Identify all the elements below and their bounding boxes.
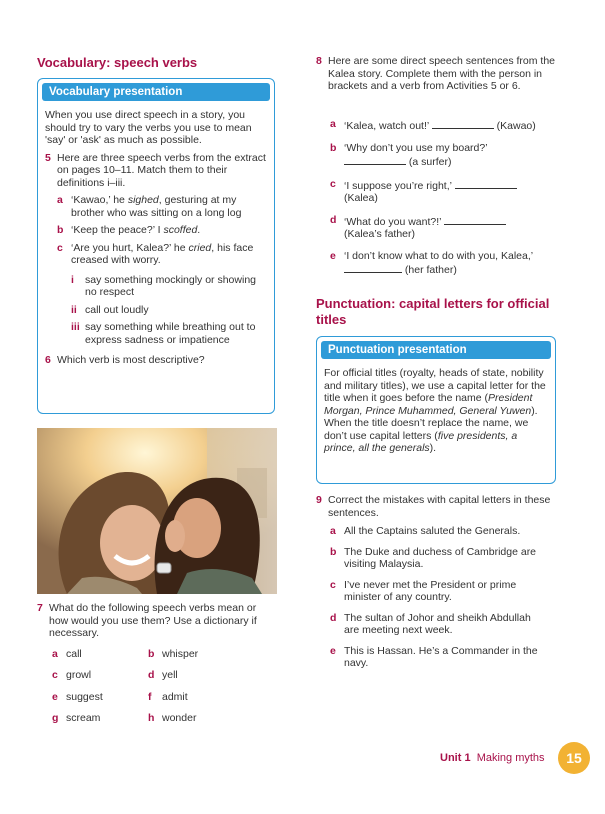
q5-b-letter: b bbox=[57, 224, 64, 236]
answer-blank[interactable] bbox=[432, 118, 494, 129]
def-i-numeral: i bbox=[71, 273, 74, 286]
punct-example-1: President Morgan, Prince Muhammed, General Yuwen bbox=[324, 392, 533, 417]
q7-word: wonder bbox=[162, 712, 197, 724]
q9-sentence: This is Hassan. He’s a Commander in the navy. bbox=[344, 644, 538, 669]
answer-blank[interactable] bbox=[444, 214, 506, 225]
q5-a-post: , gesturing at my brother who was sitting on a long log bbox=[71, 194, 242, 219]
q8-c-sentence: ‘I suppose you’re right,’ bbox=[344, 179, 452, 192]
q8-a-letter: a bbox=[330, 118, 336, 130]
q9-text: Correct the mistakes with capital letters in these sentences. bbox=[328, 494, 551, 519]
q7-text: What do the following speech verbs mean or how would you use them? Use a dictionary if necessary. bbox=[49, 602, 257, 639]
vocab-box-title: Vocabulary presentation bbox=[42, 83, 270, 101]
q9-item bbox=[330, 612, 542, 637]
punct-text-3: ). bbox=[429, 442, 437, 454]
def-iii-numeral: iii bbox=[71, 321, 80, 333]
q8-text: Here are some direct speech sentences from the Kalea story. Complete them with the person in brackets and a verb from Activities 5 or 6. bbox=[328, 55, 556, 92]
punct-example-2: five presidents, a prince, all the generals bbox=[324, 429, 518, 454]
q5-c-pre: ‘Are you hurt, Kalea?’ he bbox=[71, 241, 189, 254]
page-number-badge: 15 bbox=[558, 742, 590, 774]
q7-letter: g bbox=[52, 712, 59, 724]
answer-blank[interactable] bbox=[344, 262, 402, 273]
def-ii-text: call out loudly bbox=[85, 303, 149, 316]
q7-word: growl bbox=[66, 669, 92, 681]
question-9 bbox=[316, 494, 556, 670]
q5-a-letter: a bbox=[57, 194, 63, 206]
q9-sentence: The Duke and duchess of Cambridge are visiting Malaysia. bbox=[344, 545, 537, 570]
q8-e-person: (her father) bbox=[404, 264, 457, 276]
q8-b-letter: b bbox=[330, 141, 337, 154]
q9-number: 9 bbox=[316, 494, 322, 506]
q7-word: whisper bbox=[162, 647, 199, 660]
q9-letter: e bbox=[330, 644, 336, 657]
question-8 bbox=[316, 55, 556, 93]
vocab-intro: When you use direct speech in a story, you should try to vary the verbs you use to mean 'say' or 'ask' as much as possible. bbox=[45, 109, 252, 146]
def-iii-text: say something while breathing out to express sadness or impatience bbox=[85, 321, 256, 346]
punct-explanation bbox=[317, 359, 555, 455]
q9-letter: b bbox=[330, 545, 337, 558]
q8-b-sentence: ‘Why don’t you use my board?’ bbox=[344, 141, 488, 154]
question-5 bbox=[45, 152, 267, 190]
q8-number: 8 bbox=[316, 55, 322, 67]
q8-d-person: (Kalea’s father) bbox=[344, 228, 416, 240]
q8-c-letter: c bbox=[330, 177, 336, 190]
punct-text-1: For official titles (royalty, heads of state, nobility and military titles), we use a capital letter for the title when it goes before the name ( bbox=[324, 367, 546, 404]
q5-a-pre: ‘Kawao,’ he bbox=[71, 194, 128, 206]
question-6 bbox=[45, 354, 267, 367]
q5-number: 5 bbox=[45, 151, 51, 164]
q5-text: Here are three speech verbs from the extract on pages 10–11. Match them to their definitions i–iii. bbox=[57, 151, 266, 189]
q9-letter: c bbox=[330, 578, 336, 591]
q8-e-letter: e bbox=[330, 249, 336, 262]
q7-item bbox=[148, 669, 248, 682]
q8-c-person: (Kalea) bbox=[344, 192, 378, 204]
q5-b-pre: ‘Keep the peace?’ I bbox=[71, 224, 164, 236]
q9-letter: a bbox=[330, 525, 336, 537]
q7-item bbox=[148, 648, 248, 661]
q7-letter: b bbox=[148, 647, 155, 660]
vocab-presentation-box bbox=[37, 78, 275, 414]
punct-text-2: ). When the title doesn’t replace the name, we don’t use capital letters ( bbox=[324, 404, 538, 442]
q6-text: Which verb is most descriptive? bbox=[57, 354, 205, 366]
q5-def-ii bbox=[71, 304, 267, 317]
q5-def-i bbox=[71, 274, 267, 299]
q5-b-post: . bbox=[197, 224, 201, 236]
answer-blank[interactable] bbox=[344, 154, 406, 165]
q8-a-sentence: ‘Kalea, watch out!’ bbox=[344, 120, 429, 132]
footer-unit: Unit 1 bbox=[440, 752, 471, 764]
def-i-text: say something mockingly or showing no respect bbox=[85, 273, 256, 298]
q5-def-iii bbox=[71, 321, 267, 346]
q7-letter: h bbox=[148, 712, 155, 724]
q9-item bbox=[330, 579, 542, 604]
footer-unit-title bbox=[440, 752, 545, 764]
q7-word: yell bbox=[162, 669, 178, 681]
q8-item-e bbox=[330, 250, 558, 277]
q7-letter: e bbox=[52, 690, 58, 703]
question-7 bbox=[37, 602, 277, 725]
q7-word: scream bbox=[66, 712, 101, 724]
q5-b-verb: scoffed bbox=[163, 224, 198, 236]
q5-c-post: , his face creased with worry. bbox=[71, 241, 254, 266]
q9-sentence: I’ve never met the President or prime minister of any country. bbox=[344, 578, 517, 603]
q8-a-person: (Kawao) bbox=[496, 120, 536, 132]
q9-sentence: All the Captains saluted the Generals. bbox=[344, 525, 521, 537]
q8-e-sentence: ‘I don’t know what to do with you, Kalea,’ bbox=[344, 249, 533, 262]
punctuation-heading: Punctuation: capital letters for official titles bbox=[316, 296, 550, 327]
q9-item bbox=[330, 525, 542, 538]
q7-item bbox=[148, 712, 248, 725]
q8-item-a bbox=[330, 118, 558, 133]
q5-item-b bbox=[57, 224, 267, 237]
q9-item bbox=[330, 546, 542, 571]
vocab-heading: Vocabulary: speech verbs bbox=[37, 55, 198, 70]
q8-d-sentence: ‘What do you want?!’ bbox=[344, 215, 442, 228]
q5-item-c bbox=[57, 242, 267, 267]
q7-word-grid bbox=[52, 648, 277, 725]
def-ii-numeral: ii bbox=[71, 303, 77, 316]
q6-number: 6 bbox=[45, 354, 51, 366]
q7-letter: f bbox=[148, 690, 152, 703]
q9-item bbox=[330, 645, 542, 670]
q8-item-d bbox=[330, 214, 558, 241]
punctuation-presentation-box bbox=[316, 336, 556, 484]
q9-sentence: The sultan of Johor and sheikh Abdullah are meeting next week. bbox=[344, 611, 531, 636]
q7-item bbox=[148, 691, 248, 704]
q7-item bbox=[52, 712, 148, 725]
q7-word: admit bbox=[162, 690, 188, 703]
q5-a-verb: sighed bbox=[127, 194, 159, 206]
q9-items bbox=[330, 525, 542, 670]
q7-item bbox=[52, 648, 148, 661]
punct-box-title: Punctuation presentation bbox=[321, 341, 551, 359]
q5-c-letter: c bbox=[57, 241, 63, 254]
q7-item bbox=[52, 669, 148, 682]
two-girls-whispering-photo bbox=[37, 428, 277, 594]
q7-item bbox=[52, 691, 148, 704]
q7-letter: d bbox=[148, 669, 155, 681]
q7-letter: c bbox=[52, 669, 58, 681]
q7-word: call bbox=[66, 647, 82, 660]
q7-word: suggest bbox=[66, 690, 103, 703]
q5-c-verb: cried bbox=[188, 241, 212, 254]
q8-b-person: (a surfer) bbox=[408, 156, 452, 168]
q8-item-b bbox=[330, 142, 558, 169]
q5-item-a bbox=[57, 194, 267, 219]
footer-title: Making myths bbox=[476, 752, 545, 764]
q7-letter: a bbox=[52, 647, 58, 660]
q8-item-c bbox=[330, 178, 558, 205]
q8-items bbox=[330, 118, 558, 277]
q7-number: 7 bbox=[37, 602, 43, 614]
q8-d-letter: d bbox=[330, 213, 337, 226]
q9-letter: d bbox=[330, 611, 337, 624]
answer-blank[interactable] bbox=[455, 178, 517, 189]
